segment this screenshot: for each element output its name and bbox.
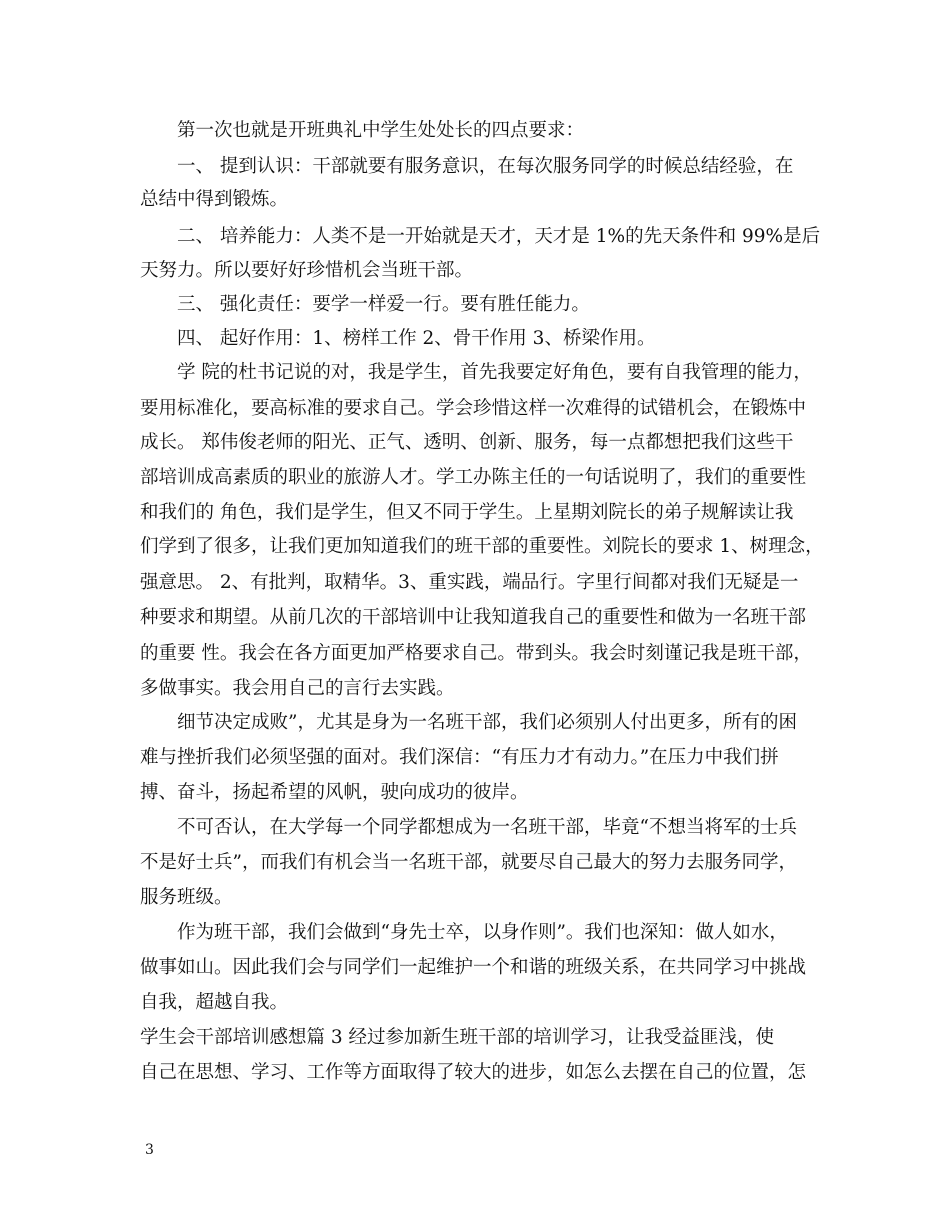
text-line: 作为班干部，我们会做到“身先士卒，以身作则”。我们也深知：做人如水，	[177, 922, 788, 943]
text-line: 总结中得到锻炼。	[140, 189, 289, 210]
text-line: 四、 起好作用：1、榜样工作 2、骨干作用 3、桥梁作用。	[177, 328, 656, 349]
text-line: 一、 提到认识：干部就要有服务意识，在每次服务同学的时候总结经验，在	[177, 156, 794, 177]
text-line: 强意思。 2、有批判，取精华。3、重实践，端品行。字里行间都对我们无疑是一	[140, 572, 799, 593]
text-line: 三、 强化责任：要学一样爱一行。要有胜任能力。	[177, 294, 590, 315]
text-line: 自己在思想、学习、工作等方面取得了较大的进步，如怎么去摆在自己的位置，怎	[140, 1062, 807, 1083]
text-line: 部培训成高素质的职业的旅游人才。学工办陈主任的一句话说明了，我们的重要性	[140, 467, 807, 488]
text-line: 自我，超越自我。	[140, 992, 289, 1013]
text-line: 服务班级。	[140, 887, 233, 908]
text-line: 二、 培养能力：人类不是一开始就是天才，天才是 1%的先天条件和 99%是后	[177, 226, 821, 247]
text-line: 多做事实。我会用自己的言行去实践。	[140, 678, 455, 699]
text-line: 天努力。所以要好好珍惜机会当班干部。	[140, 260, 474, 281]
text-line: 第一次也就是开班典礼中学生处处长的四点要求：	[177, 120, 585, 141]
text-line: 和我们的 角色，我们是学生，但又不同于学生。上星期刘院长的弟子规解读让我	[140, 502, 794, 523]
text-line: 不可否认，在大学每一个同学都想成为一名班干部，毕竟“不想当将军的士兵	[177, 817, 797, 838]
text-line: 难与挫折我们必须坚强的面对。我们深信：“有压力才有动力。”在压力中我们拼	[140, 747, 779, 768]
page-number: 3	[145, 1142, 154, 1158]
text-line: 成长。 郑伟俊老师的阳光、正气、透明、创新、服务，每一点都想把我们这些干	[140, 432, 794, 453]
text-line: 做事如山。因此我们会与同学们一起维护一个和谐的班级关系，在共同学习中挑战	[140, 957, 807, 978]
text-line: 学生会干部培训感想篇 3 经过参加新生班干部的培训学习，让我受益匪浅，使	[140, 1027, 775, 1048]
text-line: 搏、奋斗，扬起希望的风帆，驶向成功的彼岸。	[140, 782, 529, 803]
text-line: 学 院的杜书记说的对，我是学生，首先我要定好角色，要有自我管理的能力，	[177, 362, 812, 383]
text-line: 们学到了很多，让我们更加知道我们的班干部的重要性。刘院长的要求 1、树理念，	[140, 536, 824, 557]
text-line: 不是好士兵”，而我们有机会当一名班干部，就要尽自己最大的努力去服务同学，	[140, 852, 797, 873]
text-line: 种要求和期望。从前几次的干部培训中让我知道我自己的重要性和做为一名班干部	[140, 607, 807, 628]
text-line: 细节决定成败”，尤其是身为一名班干部，我们必须别人付出更多，所有的困	[177, 712, 797, 733]
text-line: 要用标准化，要高标准的要求自己。学会珍惜这样一次难得的试错机会，在锻炼中	[140, 398, 807, 419]
text-line: 的重要 性。我会在各方面更加严格要求自己。带到头。我会时刻谨记我是班干部，	[140, 643, 812, 664]
